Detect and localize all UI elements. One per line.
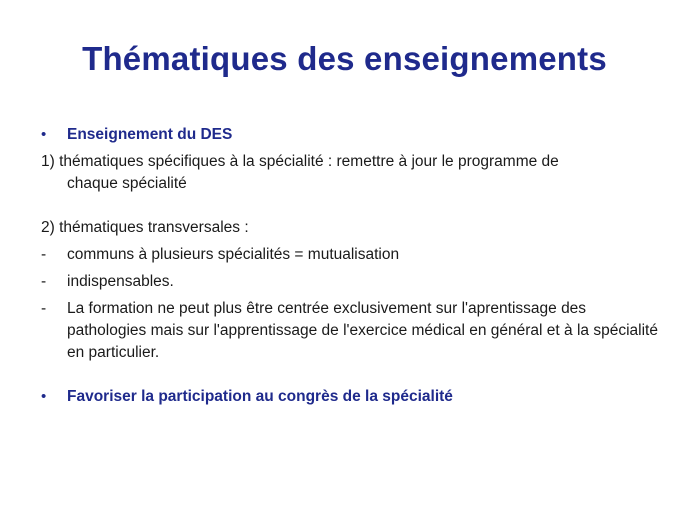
sub-item-text: La formation ne peut plus être centrée exclusivement sur l'aprentissage des pathologies mais sur l'apprentissage de l'exercice médical en général et à la spécialité en particulier. (67, 300, 658, 361)
dash-marker: - (41, 300, 47, 317)
bullet-enseignement-du-des (41, 124, 661, 146)
dash-marker: - (41, 246, 47, 263)
slide-body (41, 124, 661, 408)
item-2-text: 2) thématiques transversales : (41, 219, 249, 236)
sub-item (41, 244, 661, 266)
sub-item-text: indispensables. (67, 273, 174, 290)
sub-item-text: communs à plusieurs spécialités = mutualisation (67, 246, 400, 263)
slide-title: Thématiques des enseignements (82, 40, 607, 77)
item-1-text: 1) thématiques spécifiques à la spécialité : remettre à jour le programme de (41, 153, 559, 170)
bullet-heading: Favoriser la participation au congrès de la spécialité (67, 388, 453, 405)
bullet-favoriser-participation (41, 386, 661, 408)
dash-marker: - (41, 273, 47, 290)
bullet-dot-icon: • (41, 126, 47, 143)
sub-item (41, 298, 661, 364)
item-2 (41, 217, 661, 239)
item-1 (41, 151, 661, 195)
item-1-continuation: chaque spécialité (67, 175, 187, 192)
bullet-dot-icon: • (41, 388, 47, 405)
bullet-heading: Enseignement du DES (67, 126, 233, 143)
sub-item (41, 271, 661, 293)
